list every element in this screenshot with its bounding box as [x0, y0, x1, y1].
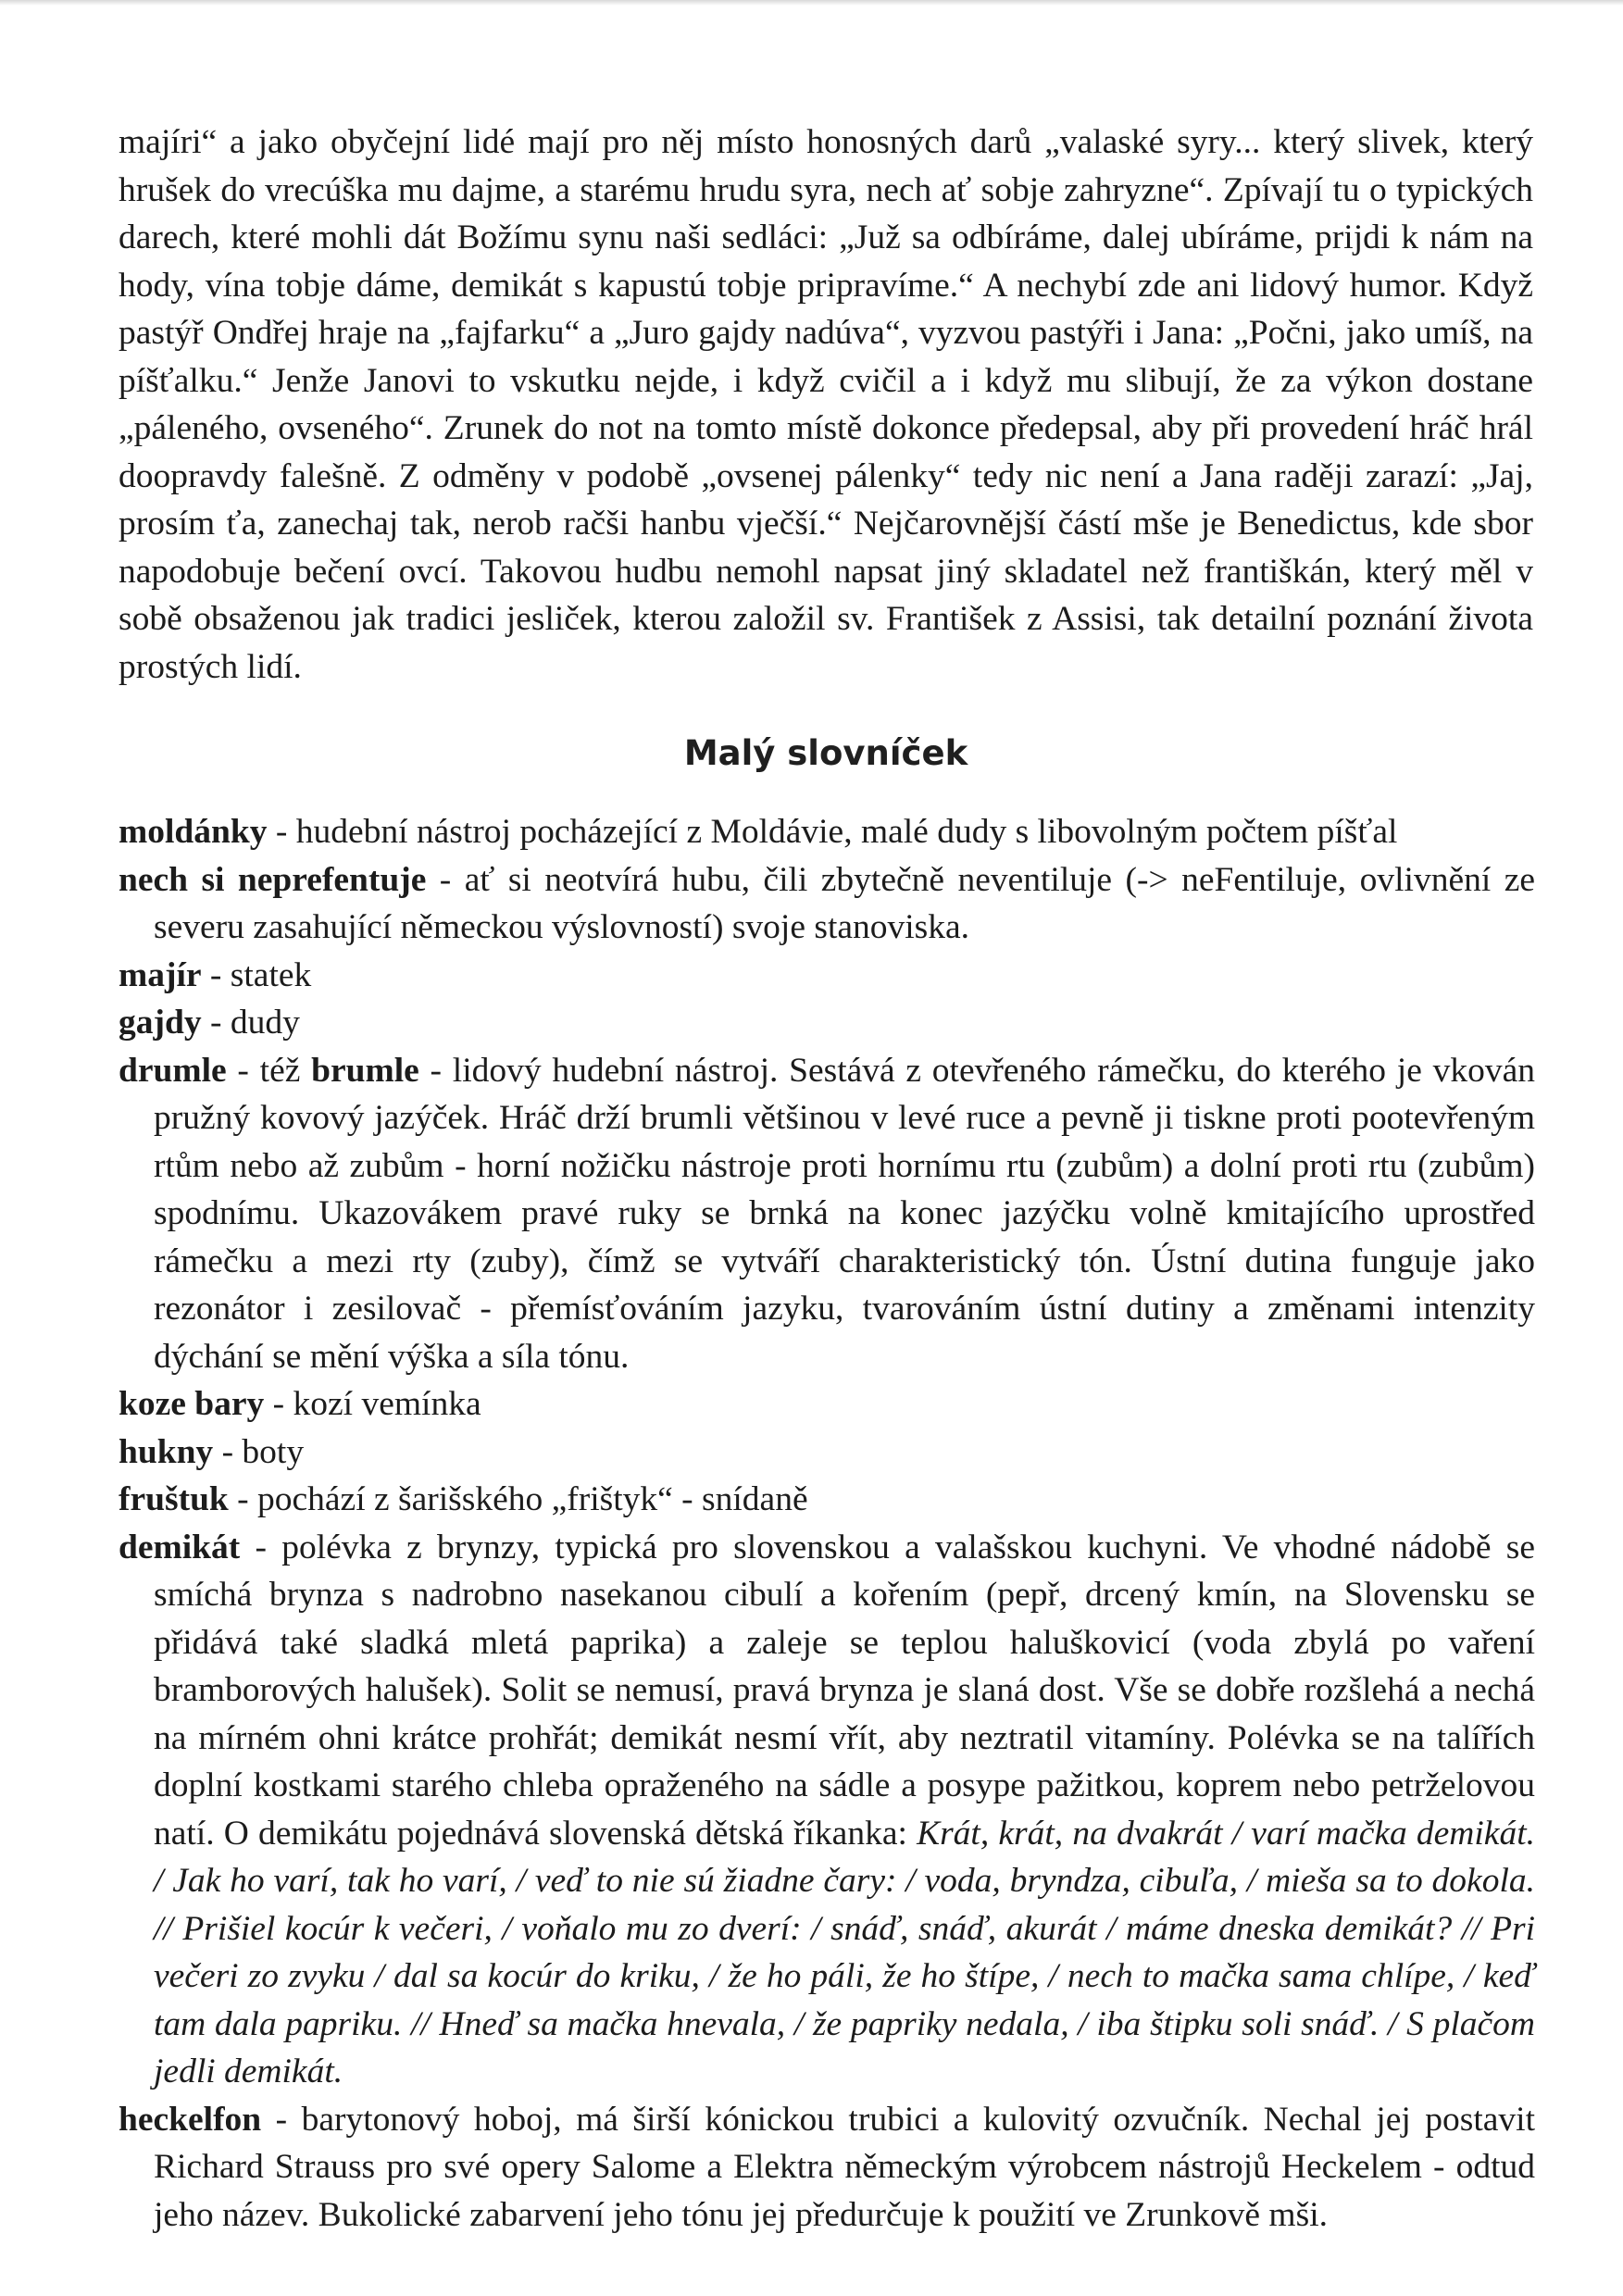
glossary-definition: - ať si neotvírá hubu, čili zbytečně neventiluje (-> neFentiluje, ovlivnění ze severu zasahující německou výslovností) svoje stanoviska.: [154, 860, 1535, 946]
glossary-term: demikát: [119, 1528, 241, 1566]
glossary-definition: - kozí vemínka: [264, 1385, 481, 1423]
glossary-term: heckelfon: [119, 2100, 262, 2139]
glossary-term: gajdy: [119, 1004, 202, 1042]
glossary-term: koze bary: [119, 1385, 265, 1423]
glossary-entry-koze-bary: [119, 1380, 1535, 1429]
glossary-term: majír: [119, 955, 202, 994]
glossary-entry-majir: [119, 952, 1535, 1000]
glossary-entry-nech-si-neprefentuje: [119, 856, 1535, 952]
glossary-term: nech si neprefentuje: [119, 860, 427, 899]
glossary-entry-demikat: [119, 1524, 1535, 2096]
glossary-term: drumle: [119, 1051, 227, 1090]
glossary-definition: - barytonový hoboj, má širší kónickou trubici a kulovitý ozvučník. Nechal jej postavit Richard Strauss pro své opery Salome a Elektra německým výrobcem nástrojů Heckelem - odtud jeho název. Bukolické zabarvení jeho tónu jej předurčuje k použití ve Zrunkově mši.: [154, 2100, 1535, 2234]
glossary-connector: - též: [226, 1051, 312, 1090]
demikat-rhyme: Krát, krát, na dvakrát / varí mačka demikát. / Jak ho varí, tak ho varí, / veď to nie sú žiadne čary: / voda, bryndza, cibuľa, / mieša sa to dokola. // Prišiel kocúr k večeri, / voňalo mu zo dverí: / snáď, snáď, akurát / máme dneska demikát? // Pri večeri zo zvyku / dal sa kocúr do kriku, / že ho páli, že ho štípe, / nech to mačka sama chlípe, / keď tam dala papriku. // Hneď sa mačka hnevala, / že papriky nedala, / iba štipku soli snáď. / S plačom jedli demikát.: [154, 1814, 1535, 2090]
glossary-alt-term: brumle: [311, 1051, 419, 1090]
glossary-definition: - dudy: [201, 1004, 300, 1042]
glossary-entry-hukny: [119, 1429, 1535, 1477]
glossary-term: hukny: [119, 1432, 214, 1471]
glossary-definition: - hudební nástroj pocházející z Moldávie, malé dudy s libovolným počtem píšťal: [267, 813, 1398, 851]
glossary-heading: Malý slovníček: [683, 733, 968, 773]
glossary-entry-gajdy: [119, 999, 1535, 1047]
scan-top-edge: [0, 0, 1623, 6]
glossary-entry-moldanky: [119, 808, 1535, 856]
glossary-definition: - statek: [201, 955, 312, 994]
intro-paragraph: majíri“ a jako obyčejní lidé mají pro něj místo honosných darů „valaské syry... který slivek, který hrušek do vrecúška mu dajme, a starému hrudu syra, nech ať sobje zahryzne“. Zpívají tu o typických darech, které mohli dát Božímu synu naši sedláci: „Juž sa odbíráme, dalej ubíráme, prijdi k nám na hody, vína tobje dáme, demikát s kapustú tobje pripravíme.“ A nechybí zde ani lidový humor. Když pastýř Ondřej hraje na „fajfarku“ a „Juro gajdy nadúva“, vyzvou pastýři i Jana: „Počni, jako umíš, na píšťalku.“ Jenže Janovi to vskutku nejde, i když cvičil a i když mu slibují, že za výkon dostane „páleného, ovseného“. Zrunek do not na tomto místě dokonce předepsal, aby při provedení hráč hrál doopravdy falešně. Z odměny v podobě „ovsenej pálenky“ tedy nic není a Jana raději zarazí: „Jaj, prosím ťa, zanechaj tak, nerob račši hanbu vječší.“ Nejčarovnější částí mše je Benedictus, kde sbor napodobuje bečení ovcí. Takovou hudbu nemohl napsat jiný skladatel než františkán, který měl v sobě obsaženou jak tradici jesliček, kterou založil sv. František z Assisi, tak detailní poznání života prostých lidí.: [119, 123, 1533, 686]
glossary-definition: - pochází z šarišského „frištyk“ - snídaně: [228, 1480, 808, 1518]
glossary-entry-heckelfon: [119, 2096, 1535, 2240]
glossary-definition: - lidový hudební nástroj. Sestává z otevřeného rámečku, do kterého je vkován pružný kovový jazýček. Hráč drží brumli většinou v levé ruce a pevně ji tiskne proti pootevřeným rtům nebo až zubům - horní nožičku nástroje proti hornímu rtu (zubům) a dolní proti rtu (zubům) spodnímu. Ukazovákem pravé ruky se brnká na konec jazýčku volně kmitajícího uprostřed rámečku a mezi rty (zuby), čímž se vytváří charakteristický tón. Ústní dutina funguje jako rezonátor i zesilovač - přemísťováním jazyku, tvarováním ústní dutiny a změnami intenzity dýchání se mění výška a síla tónu.: [154, 1051, 1535, 1376]
glossary-term: fruštuk: [119, 1480, 229, 1518]
glossary-entry-frustuk: [119, 1476, 1535, 1524]
glossary-definition: - polévka z brynzy, typická pro slovenskou a valašskou kuchyni. Ve vhodné nádobě se smíchá brynza s nadrobno nasekanou cibulí a kořením (pepř, drcený kmín, na Slovensku se přidává také sladká mletá paprika) a zaleje se teplou haluškovicí (voda zbylá po vaření bramborových halušek). Solit se nemusí, pravá brynza je slaná dost. Vše se dobře rozšlehá a nechá na mírném ohni krátce prohřát; demikát nesmí vřít, aby neztratil vitamíny. Polévka se na talířích doplní kostkami starého chleba opraženého na sádle a posype pažitkou, koprem nebo petrželovou natí. O demikátu pojednává slovenská dětská říkanka:: [154, 1528, 1535, 1853]
glossary-definition: - boty: [213, 1432, 305, 1471]
glossary-list: [119, 808, 1535, 2239]
glossary-entry-drumle: [119, 1047, 1535, 1381]
glossary-term: moldánky: [119, 813, 268, 851]
